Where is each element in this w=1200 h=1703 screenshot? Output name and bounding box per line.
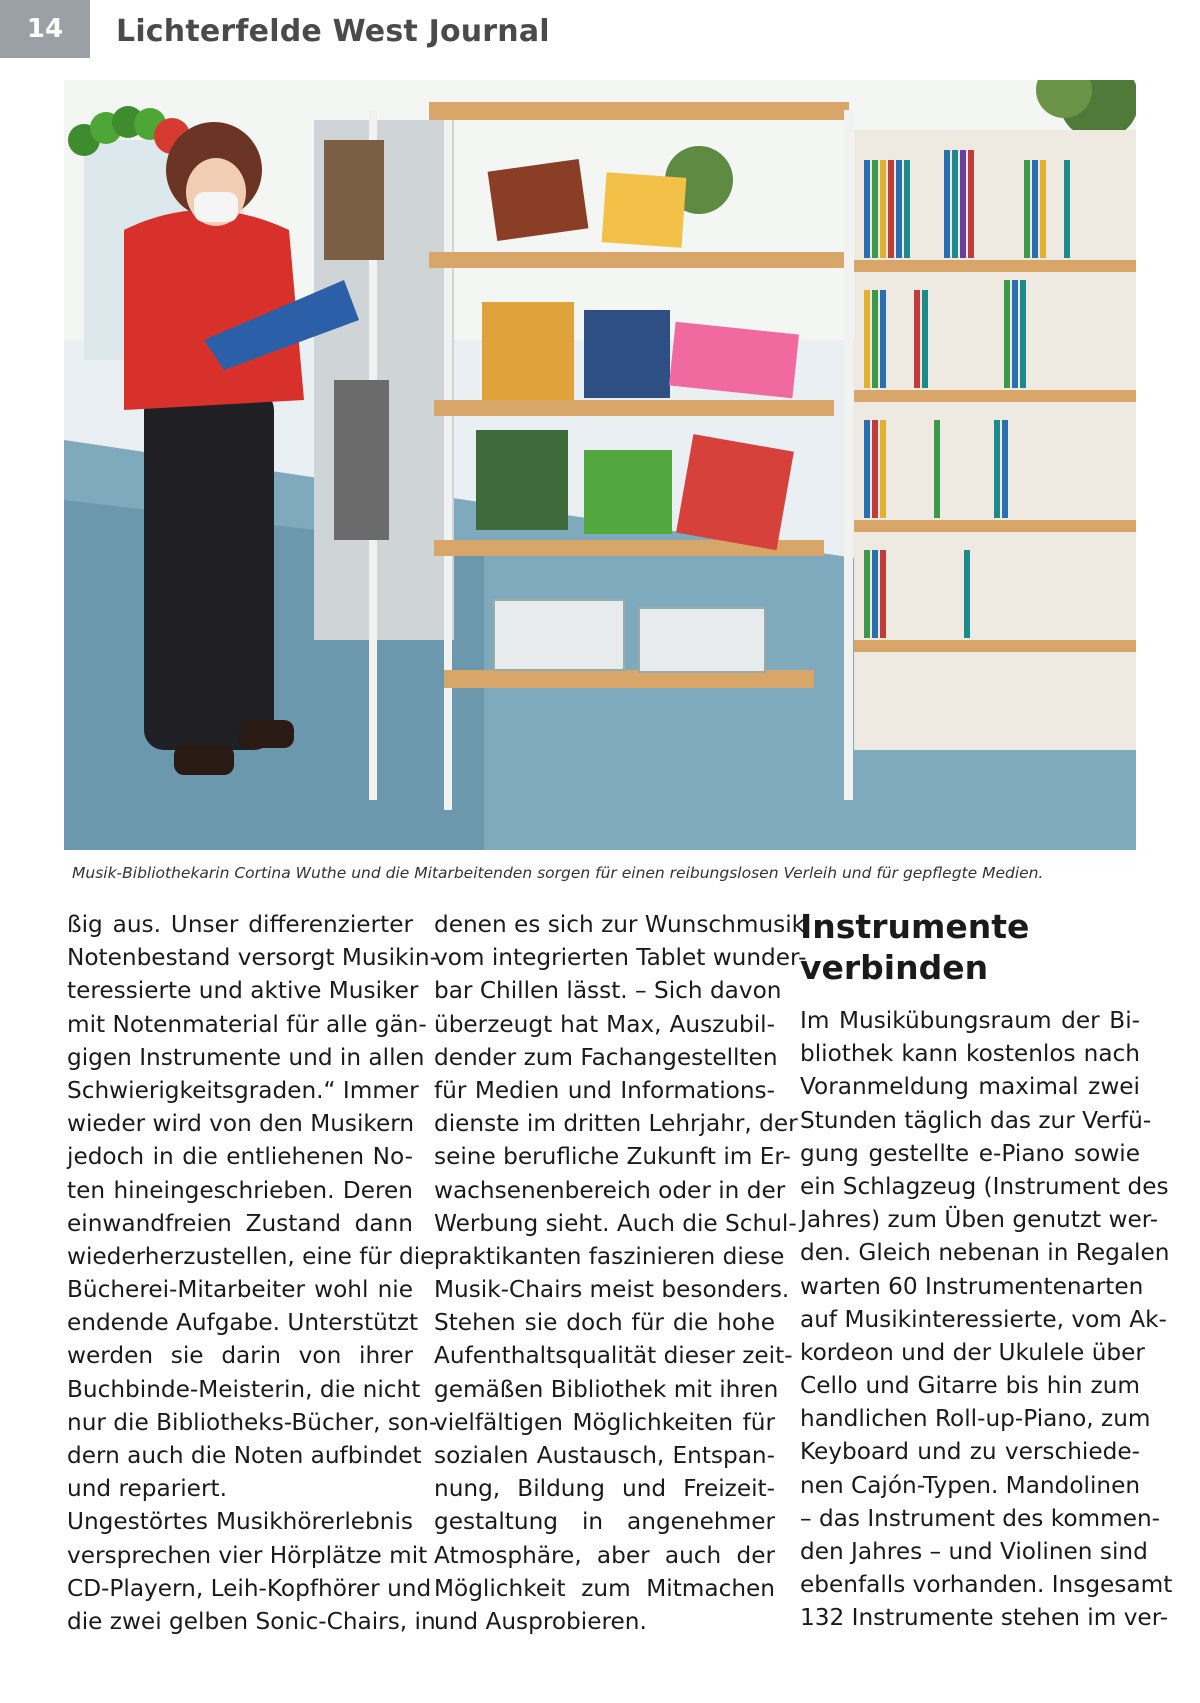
section-heading-line: Instrumente xyxy=(800,907,1030,946)
text-line: jedoch in die entliehenen No- xyxy=(67,1143,413,1171)
text-line: für Medien und Informations- xyxy=(434,1076,775,1104)
text-line: Keyboard und zu verschiede- xyxy=(800,1438,1140,1466)
article-column-1 xyxy=(67,908,438,1638)
shelf-unit-right xyxy=(854,130,1136,750)
section-heading xyxy=(800,906,1029,988)
text-line: versprechen vier Hörplätze mit xyxy=(67,1541,428,1569)
text-line: Stehen sie doch für die hohe xyxy=(434,1309,775,1337)
text-line: Atmosphäre, aber auch der xyxy=(434,1541,775,1569)
text-line: wiederherzustellen, eine für die xyxy=(67,1242,435,1270)
text-line: dern auch die Noten aufbindet xyxy=(67,1442,422,1469)
text-line: Voranmeldung maximal zwei xyxy=(800,1073,1140,1101)
text-line: und repariert. xyxy=(67,1475,227,1503)
text-line: CD-Playern, Leih-Kopfhörer und xyxy=(67,1574,432,1602)
journal-title: Lichterfelde West Journal xyxy=(116,14,550,49)
text-line: Aufenthaltsqualität dieser zeit- xyxy=(434,1342,793,1370)
text-line: Im Musikübungsraum der Bi- xyxy=(800,1007,1140,1034)
text-line: dienste im dritten Lehrjahr, der xyxy=(434,1110,798,1138)
text-line: Stunden täglich das zur Verfü- xyxy=(800,1106,1152,1134)
text-line: einwandfreien Zustand dann xyxy=(67,1209,413,1237)
text-line: Notenbestand versorgt Musikin- xyxy=(67,944,438,972)
text-line: wieder wird von den Musikern xyxy=(67,1110,415,1138)
text-line: handlichen Roll-up-Piano, zum xyxy=(800,1405,1151,1433)
text-line: Musik-Chairs meist besonders. xyxy=(434,1276,790,1304)
text-line: den Jahres – und Violinen sind xyxy=(800,1538,1148,1565)
text-line: seine berufliche Zukunft im Er- xyxy=(434,1143,791,1171)
text-line: bar Chillen lässt. – Sich davon xyxy=(434,977,782,1005)
text-line: sozialen Austausch, Entspan- xyxy=(434,1442,775,1469)
text-line: nung, Bildung und Freizeit- xyxy=(434,1475,775,1503)
text-line: ebenfalls vorhanden. Insgesamt xyxy=(800,1571,1173,1599)
text-line: nur die Bibliotheks-Bücher, son- xyxy=(67,1408,438,1436)
text-line: endende Aufgabe. Unterstützt xyxy=(67,1309,419,1337)
text-line: gigen Instrumente und in allen xyxy=(67,1043,425,1071)
text-line: gemäßen Bibliothek mit ihren xyxy=(434,1375,779,1403)
text-line: werden sie darin von ihrer xyxy=(67,1342,413,1370)
article-column-3 xyxy=(800,1004,1173,1635)
text-line: die zwei gelben Sonic-Chairs, in xyxy=(67,1607,436,1635)
text-line: mit Notenmaterial für alle gän- xyxy=(67,1010,427,1038)
text-line: ßig aus. Unser differenzierter xyxy=(67,911,413,938)
text-line: gestaltung in angenehmer xyxy=(434,1508,775,1536)
text-line: Buchbinde-Meisterin, die nicht xyxy=(67,1375,421,1403)
library-photo xyxy=(64,80,1136,850)
text-line: vielfältigen Möglichkeiten für xyxy=(434,1408,775,1436)
page-number: 14 xyxy=(0,0,90,58)
text-line: Cello und Gitarre bis hin zum xyxy=(800,1372,1140,1400)
text-line: praktikanten faszinieren diese xyxy=(434,1242,785,1270)
text-line: teressierte und aktive Musiker xyxy=(67,977,419,1005)
photo-caption: Musik-Bibliothekarin Cortina Wuthe und die Mitarbeitenden sorgen für einen reibungslosen Verleih und für gepflegte Medien. xyxy=(72,864,1044,882)
section-heading-line: verbinden xyxy=(800,948,989,987)
text-line: Schwierigkeitsgraden.“ Immer xyxy=(67,1076,419,1104)
text-line: vom integrierten Tablet wunder- xyxy=(434,944,807,972)
text-line: auf Musikinteressierte, vom Ak- xyxy=(800,1305,1167,1333)
text-line: 132 Instrumente stehen im ver- xyxy=(800,1604,1169,1632)
text-line: Werbung sieht. Auch die Schul- xyxy=(434,1209,797,1237)
text-line: denen es sich zur Wunschmusik xyxy=(434,911,806,938)
text-line: nen Cajón-Typen. Mandolinen xyxy=(800,1471,1141,1499)
text-line: Ungestörtes Musikhörerlebnis xyxy=(67,1508,413,1536)
text-line: dender zum Fachangestellten xyxy=(434,1043,778,1071)
text-line: ein Schlagzeug (Instrument des xyxy=(800,1172,1169,1200)
text-line: – das Instrument des kommen- xyxy=(800,1504,1161,1532)
text-line: Jahres) zum Üben genutzt wer- xyxy=(800,1206,1159,1234)
text-line: Möglichkeit zum Mitmachen xyxy=(434,1574,775,1602)
text-line: ten hineingeschrieben. Deren xyxy=(67,1176,413,1204)
text-line: warten 60 Instrumentenarten xyxy=(800,1272,1144,1300)
text-line: und Ausprobieren. xyxy=(434,1607,647,1635)
text-line: wachsenenbereich oder in der xyxy=(434,1176,786,1204)
text-line: überzeugt hat Max, Auszubil- xyxy=(434,1010,775,1038)
text-line: Bücherei-Mitarbeiter wohl nie xyxy=(67,1276,413,1304)
text-line: den. Gleich nebenan in Regalen xyxy=(800,1239,1170,1267)
text-line: bliothek kann kostenlos nach xyxy=(800,1040,1140,1068)
text-line: kordeon und der Ukulele über xyxy=(800,1338,1145,1366)
article-column-2 xyxy=(434,908,807,1638)
text-line: gung gestellte e-Piano sowie xyxy=(800,1139,1140,1167)
